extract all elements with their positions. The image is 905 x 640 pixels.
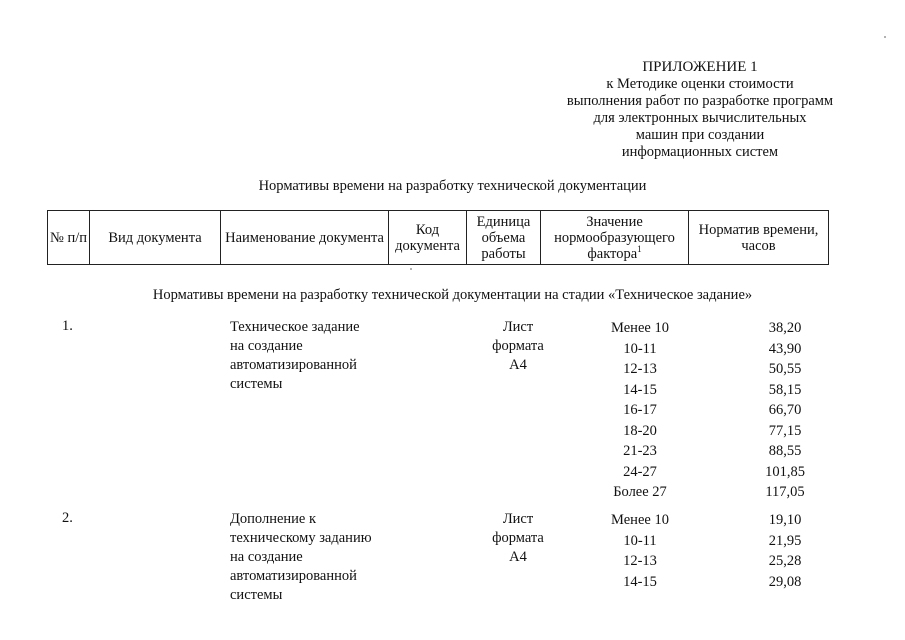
name-line: Дополнение к <box>230 511 317 527</box>
factor-value: 14-15 <box>623 381 657 398</box>
row-unit <box>488 318 548 375</box>
factor-value: Менее 10 <box>611 512 669 528</box>
unit-line: Лист <box>502 319 534 335</box>
row-unit <box>488 510 548 567</box>
factor-value: 16-17 <box>623 402 657 418</box>
appendix-line: информационных систем <box>621 144 779 160</box>
header-unit: Единица объема работы <box>467 211 541 265</box>
factor-value: 18-20 <box>623 422 657 439</box>
factor-value: 12-13 <box>623 553 657 569</box>
name-line: системы <box>230 587 283 603</box>
scan-speck <box>884 36 886 38</box>
footnote-mark: 1 <box>637 243 642 254</box>
norm-value: 117,05 <box>765 484 805 500</box>
norm-value: 77,15 <box>768 422 802 439</box>
header-table <box>47 210 829 265</box>
factor-value: 10-11 <box>623 532 657 549</box>
row-number: 2. <box>62 510 73 526</box>
appendix-line: для электронных вычислительных <box>593 110 807 126</box>
unit-line: А4 <box>509 549 527 565</box>
row-norms <box>745 318 825 503</box>
norm-value: 38,20 <box>768 320 802 336</box>
norm-value: 29,08 <box>768 573 802 590</box>
appendix-line: выполнения работ по разработке программ <box>566 93 834 109</box>
name-line: автоматизированной <box>230 357 357 373</box>
header-factor <box>541 211 689 265</box>
header-factor-text: Значение нормообразующего фактора <box>554 213 675 262</box>
norm-value: 21,95 <box>768 532 802 549</box>
header-num: № п/п <box>48 211 90 265</box>
name-line: системы <box>230 376 283 392</box>
header-doc-name: Наименование документа <box>221 211 389 265</box>
norm-value: 43,90 <box>768 340 802 357</box>
name-line: Техническое задание <box>230 319 360 335</box>
norm-value: 66,70 <box>768 402 802 418</box>
appendix-heading: ПРИЛОЖЕНИЕ 1 <box>642 59 758 75</box>
name-line: автоматизированной <box>230 568 357 584</box>
row-factors <box>590 510 690 592</box>
factor-value: 24-27 <box>623 463 657 480</box>
row-doc-name <box>230 510 400 605</box>
unit-line: Лист <box>502 511 534 527</box>
norm-value: 19,10 <box>768 512 802 528</box>
norm-value: 88,55 <box>768 443 802 459</box>
unit-line: формата <box>492 338 544 354</box>
name-line: на создание <box>230 549 303 565</box>
factor-value: Менее 10 <box>611 320 669 336</box>
norm-value: 58,15 <box>768 381 802 398</box>
factor-value: Более 27 <box>613 484 667 500</box>
header-code: Код документа <box>389 211 467 265</box>
row-norms <box>745 510 825 592</box>
factor-value: 21-23 <box>623 443 657 459</box>
row-doc-name <box>230 318 400 394</box>
section-title: Нормативы времени на разработку технической документации на стадии «Техническое задание» <box>152 287 753 303</box>
unit-line: А4 <box>509 357 527 373</box>
unit-line: формата <box>492 530 544 546</box>
row-factors <box>590 318 690 503</box>
norm-value: 50,55 <box>768 361 802 377</box>
scan-speck <box>410 268 412 270</box>
name-line: техническому заданию <box>230 530 372 546</box>
main-title: Нормативы времени на разработку технической документации <box>258 178 647 194</box>
appendix-line: машин при создании <box>635 127 765 143</box>
header-doc-type: Вид документа <box>90 211 221 265</box>
header-norm: Норматив времени, часов <box>689 211 829 265</box>
name-line: на создание <box>230 338 303 354</box>
norm-value: 25,28 <box>768 553 802 569</box>
row-number: 1. <box>62 318 73 334</box>
factor-value: 14-15 <box>623 573 657 590</box>
factor-value: 10-11 <box>623 340 657 357</box>
appendix-line: к Методике оценки стоимости <box>606 76 794 92</box>
appendix-block <box>500 58 900 161</box>
norm-value: 101,85 <box>765 463 805 480</box>
factor-value: 12-13 <box>623 361 657 377</box>
